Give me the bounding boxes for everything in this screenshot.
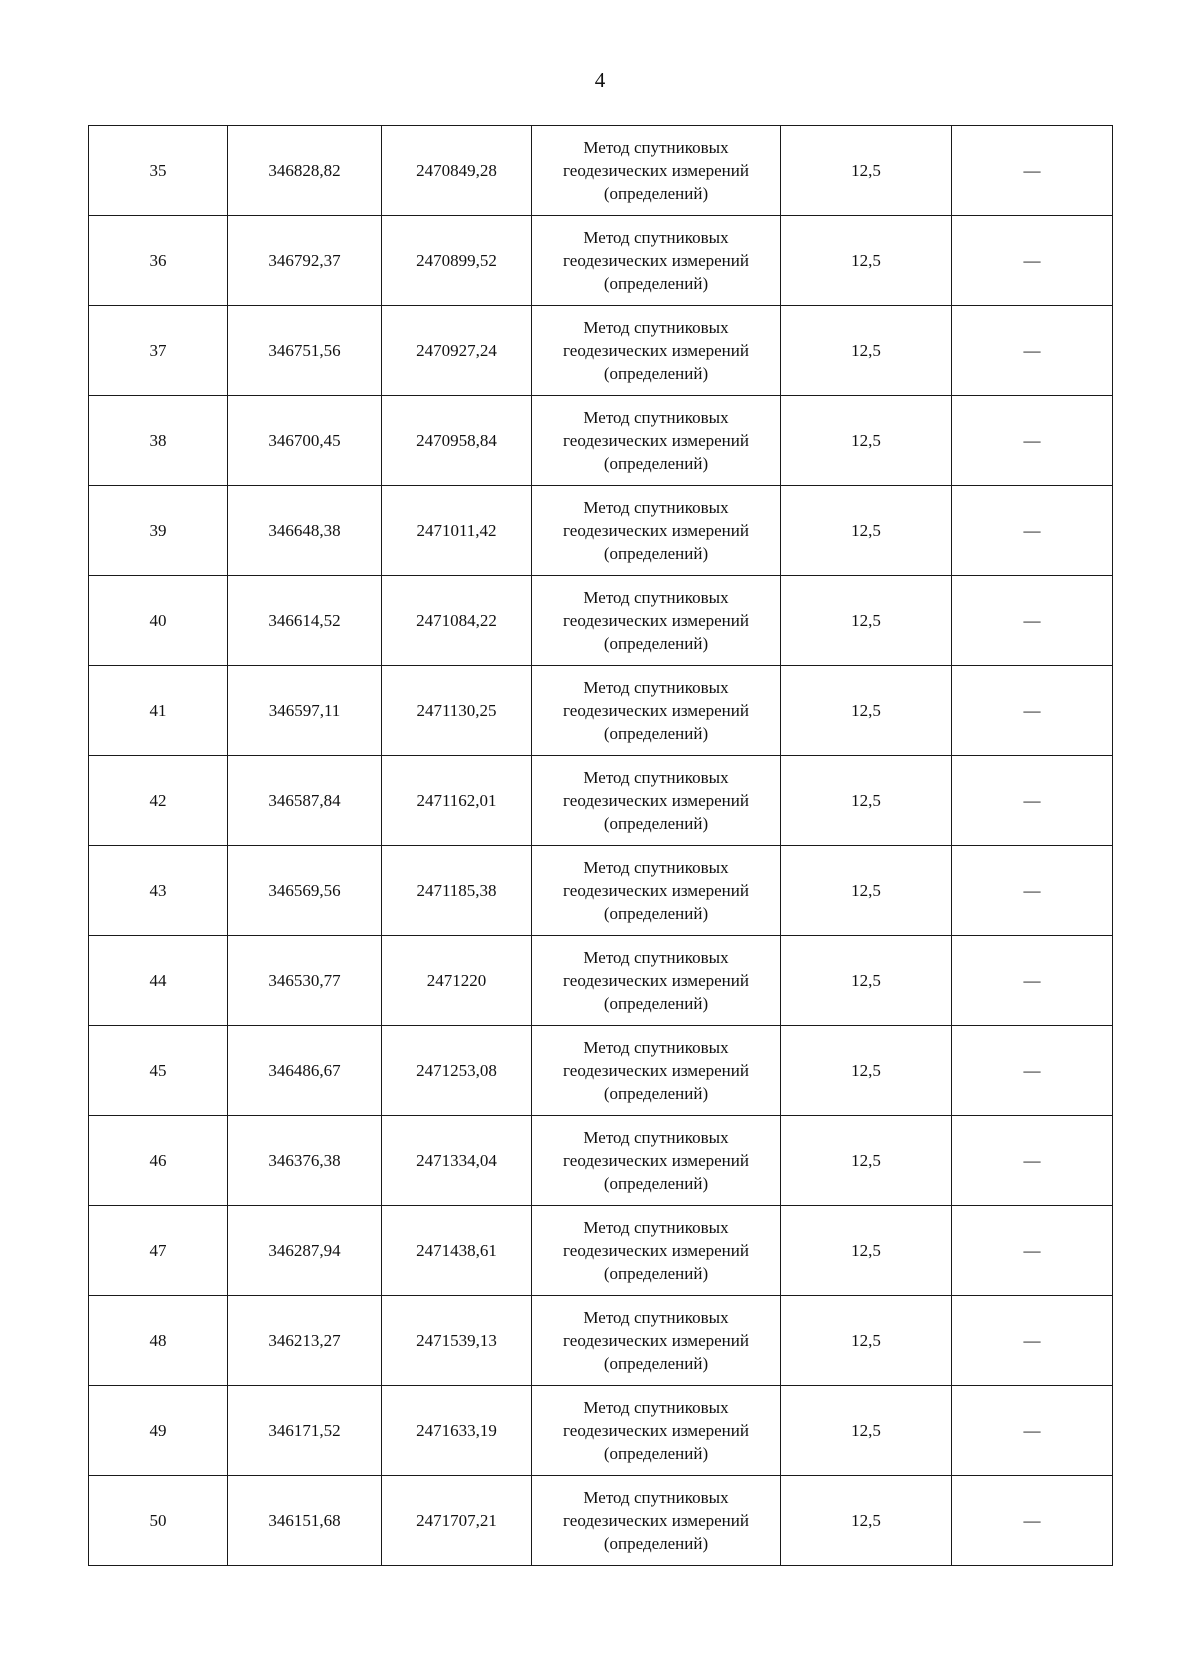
y-coordinate-cell: 2471633,19 bbox=[382, 1386, 532, 1476]
method-line: Метод спутниковых bbox=[583, 138, 729, 157]
accuracy-cell: 12,5 bbox=[781, 1476, 952, 1566]
note-cell: — bbox=[952, 396, 1113, 486]
method-line: Метод спутниковых bbox=[583, 1128, 729, 1147]
method-cell bbox=[532, 216, 781, 306]
y-coordinate-cell: 2471130,25 bbox=[382, 666, 532, 756]
point-number-cell: 45 bbox=[89, 1026, 228, 1116]
point-number-cell: 46 bbox=[89, 1116, 228, 1206]
table-row bbox=[89, 756, 1113, 846]
table-row bbox=[89, 576, 1113, 666]
method-line: (определений) bbox=[603, 634, 709, 653]
point-number-cell: 39 bbox=[89, 486, 228, 576]
method-cell bbox=[532, 1386, 781, 1476]
y-coordinate-cell: 2471539,13 bbox=[382, 1296, 532, 1386]
method-cell bbox=[532, 756, 781, 846]
method-line: (определений) bbox=[603, 184, 709, 203]
y-coordinate-cell: 2471011,42 bbox=[382, 486, 532, 576]
method-line: Метод спутниковых bbox=[583, 588, 729, 607]
accuracy-cell: 12,5 bbox=[781, 1116, 952, 1206]
table-row bbox=[89, 1116, 1113, 1206]
point-number-cell: 37 bbox=[89, 306, 228, 396]
x-coordinate-cell: 346376,38 bbox=[228, 1116, 382, 1206]
method-line: геодезических измерений bbox=[563, 971, 749, 990]
table-row bbox=[89, 666, 1113, 756]
y-coordinate-cell: 2471162,01 bbox=[382, 756, 532, 846]
method-line: геодезических измерений bbox=[563, 791, 749, 810]
method-cell bbox=[532, 936, 781, 1026]
accuracy-cell: 12,5 bbox=[781, 576, 952, 666]
method-line: (определений) bbox=[603, 724, 709, 743]
page-number: 4 bbox=[594, 68, 606, 92]
point-number-cell: 47 bbox=[89, 1206, 228, 1296]
accuracy-cell: 12,5 bbox=[781, 666, 952, 756]
method-line: Метод спутниковых bbox=[583, 1308, 729, 1327]
method-line: Метод спутниковых bbox=[583, 678, 729, 697]
table-row bbox=[89, 1206, 1113, 1296]
method-line: (определений) bbox=[603, 1174, 709, 1193]
method-cell bbox=[532, 396, 781, 486]
note-cell: — bbox=[952, 756, 1113, 846]
method-line: геодезических измерений bbox=[563, 1421, 749, 1440]
table-row bbox=[89, 1476, 1113, 1566]
note-cell: — bbox=[952, 666, 1113, 756]
accuracy-cell: 12,5 bbox=[781, 486, 952, 576]
method-line: геодезических измерений bbox=[563, 1151, 749, 1170]
point-number-cell: 41 bbox=[89, 666, 228, 756]
point-number-cell: 40 bbox=[89, 576, 228, 666]
method-line: геодезических измерений bbox=[563, 251, 749, 270]
x-coordinate-cell: 346587,84 bbox=[228, 756, 382, 846]
accuracy-cell: 12,5 bbox=[781, 756, 952, 846]
table-row bbox=[89, 1386, 1113, 1476]
method-line: геодезических измерений bbox=[563, 701, 749, 720]
x-coordinate-cell: 346751,56 bbox=[228, 306, 382, 396]
method-cell bbox=[532, 1476, 781, 1566]
method-cell bbox=[532, 846, 781, 936]
table-row bbox=[89, 396, 1113, 486]
method-line: (определений) bbox=[603, 1264, 709, 1283]
y-coordinate-cell: 2471253,08 bbox=[382, 1026, 532, 1116]
accuracy-cell: 12,5 bbox=[781, 846, 952, 936]
method-line: (определений) bbox=[603, 994, 709, 1013]
y-coordinate-cell: 2470899,52 bbox=[382, 216, 532, 306]
method-line: (определений) bbox=[603, 1084, 709, 1103]
method-line: геодезических измерений bbox=[563, 611, 749, 630]
point-number-cell: 44 bbox=[89, 936, 228, 1026]
x-coordinate-cell: 346287,94 bbox=[228, 1206, 382, 1296]
point-number-cell: 35 bbox=[89, 126, 228, 216]
method-line: Метод спутниковых bbox=[583, 858, 729, 877]
point-number-cell: 42 bbox=[89, 756, 228, 846]
method-line: (определений) bbox=[603, 1444, 709, 1463]
y-coordinate-cell: 2470849,28 bbox=[382, 126, 532, 216]
accuracy-cell: 12,5 bbox=[781, 936, 952, 1026]
x-coordinate-cell: 346700,45 bbox=[228, 396, 382, 486]
method-cell bbox=[532, 486, 781, 576]
point-number-cell: 50 bbox=[89, 1476, 228, 1566]
y-coordinate-cell: 2471438,61 bbox=[382, 1206, 532, 1296]
table-row bbox=[89, 846, 1113, 936]
table-row bbox=[89, 936, 1113, 1026]
y-coordinate-cell: 2471707,21 bbox=[382, 1476, 532, 1566]
method-line: геодезических измерений bbox=[563, 341, 749, 360]
method-line: (определений) bbox=[603, 364, 709, 383]
note-cell: — bbox=[952, 1386, 1113, 1476]
accuracy-cell: 12,5 bbox=[781, 1206, 952, 1296]
x-coordinate-cell: 346597,11 bbox=[228, 666, 382, 756]
x-coordinate-cell: 346614,52 bbox=[228, 576, 382, 666]
note-cell: — bbox=[952, 1476, 1113, 1566]
note-cell: — bbox=[952, 576, 1113, 666]
y-coordinate-cell: 2471220 bbox=[382, 936, 532, 1026]
method-line: Метод спутниковых bbox=[583, 228, 729, 247]
note-cell: — bbox=[952, 1116, 1113, 1206]
x-coordinate-cell: 346486,67 bbox=[228, 1026, 382, 1116]
method-line: геодезических измерений bbox=[563, 521, 749, 540]
method-cell bbox=[532, 306, 781, 396]
table-row bbox=[89, 306, 1113, 396]
accuracy-cell: 12,5 bbox=[781, 306, 952, 396]
method-line: Метод спутниковых bbox=[583, 1038, 729, 1057]
note-cell: — bbox=[952, 486, 1113, 576]
note-cell: — bbox=[952, 936, 1113, 1026]
method-cell bbox=[532, 1116, 781, 1206]
method-line: (определений) bbox=[603, 544, 709, 563]
y-coordinate-cell: 2471084,22 bbox=[382, 576, 532, 666]
method-line: Метод спутниковых bbox=[583, 408, 729, 427]
method-line: Метод спутниковых bbox=[583, 948, 729, 967]
method-line: геодезических измерений bbox=[563, 1331, 749, 1350]
point-number-cell: 36 bbox=[89, 216, 228, 306]
method-line: (определений) bbox=[603, 274, 709, 293]
accuracy-cell: 12,5 bbox=[781, 1296, 952, 1386]
accuracy-cell: 12,5 bbox=[781, 396, 952, 486]
table-row bbox=[89, 216, 1113, 306]
x-coordinate-cell: 346648,38 bbox=[228, 486, 382, 576]
method-line: Метод спутниковых bbox=[583, 1398, 729, 1417]
method-line: геодезических измерений bbox=[563, 1511, 749, 1530]
x-coordinate-cell: 346792,37 bbox=[228, 216, 382, 306]
y-coordinate-cell: 2471334,04 bbox=[382, 1116, 532, 1206]
method-line: геодезических измерений bbox=[563, 1241, 749, 1260]
point-number-cell: 49 bbox=[89, 1386, 228, 1476]
x-coordinate-cell: 346530,77 bbox=[228, 936, 382, 1026]
x-coordinate-cell: 346171,52 bbox=[228, 1386, 382, 1476]
x-coordinate-cell: 346569,56 bbox=[228, 846, 382, 936]
table-row bbox=[89, 1296, 1113, 1386]
method-line: геодезических измерений bbox=[563, 161, 749, 180]
method-cell bbox=[532, 576, 781, 666]
method-cell bbox=[532, 1206, 781, 1296]
note-cell: — bbox=[952, 1296, 1113, 1386]
method-line: (определений) bbox=[603, 1354, 709, 1373]
note-cell: — bbox=[952, 1026, 1113, 1116]
x-coordinate-cell: 346151,68 bbox=[228, 1476, 382, 1566]
note-cell: — bbox=[952, 126, 1113, 216]
method-cell bbox=[532, 1296, 781, 1386]
method-line: Метод спутниковых bbox=[583, 1218, 729, 1237]
note-cell: — bbox=[952, 306, 1113, 396]
x-coordinate-cell: 346213,27 bbox=[228, 1296, 382, 1386]
method-line: Метод спутниковых bbox=[583, 1488, 729, 1507]
method-cell bbox=[532, 126, 781, 216]
table-row bbox=[89, 126, 1113, 216]
table-row bbox=[89, 486, 1113, 576]
note-cell: — bbox=[952, 216, 1113, 306]
accuracy-cell: 12,5 bbox=[781, 216, 952, 306]
y-coordinate-cell: 2471185,38 bbox=[382, 846, 532, 936]
point-number-cell: 48 bbox=[89, 1296, 228, 1386]
x-coordinate-cell: 346828,82 bbox=[228, 126, 382, 216]
method-line: геодезических измерений bbox=[563, 881, 749, 900]
method-cell bbox=[532, 666, 781, 756]
method-line: (определений) bbox=[603, 454, 709, 473]
method-cell bbox=[532, 1026, 781, 1116]
accuracy-cell: 12,5 bbox=[781, 1026, 952, 1116]
method-line: Метод спутниковых bbox=[583, 318, 729, 337]
coordinates-table bbox=[88, 125, 1113, 1566]
table-body bbox=[89, 126, 1113, 1566]
y-coordinate-cell: 2470927,24 bbox=[382, 306, 532, 396]
accuracy-cell: 12,5 bbox=[781, 126, 952, 216]
method-line: Метод спутниковых bbox=[583, 768, 729, 787]
method-line: (определений) bbox=[603, 1534, 709, 1553]
note-cell: — bbox=[952, 846, 1113, 936]
method-line: геодезических измерений bbox=[563, 431, 749, 450]
method-line: (определений) bbox=[603, 904, 709, 923]
method-line: (определений) bbox=[603, 814, 709, 833]
y-coordinate-cell: 2470958,84 bbox=[382, 396, 532, 486]
method-line: Метод спутниковых bbox=[583, 498, 729, 517]
note-cell: — bbox=[952, 1206, 1113, 1296]
accuracy-cell: 12,5 bbox=[781, 1386, 952, 1476]
method-line: геодезических измерений bbox=[563, 1061, 749, 1080]
point-number-cell: 38 bbox=[89, 396, 228, 486]
table-row bbox=[89, 1026, 1113, 1116]
point-number-cell: 43 bbox=[89, 846, 228, 936]
